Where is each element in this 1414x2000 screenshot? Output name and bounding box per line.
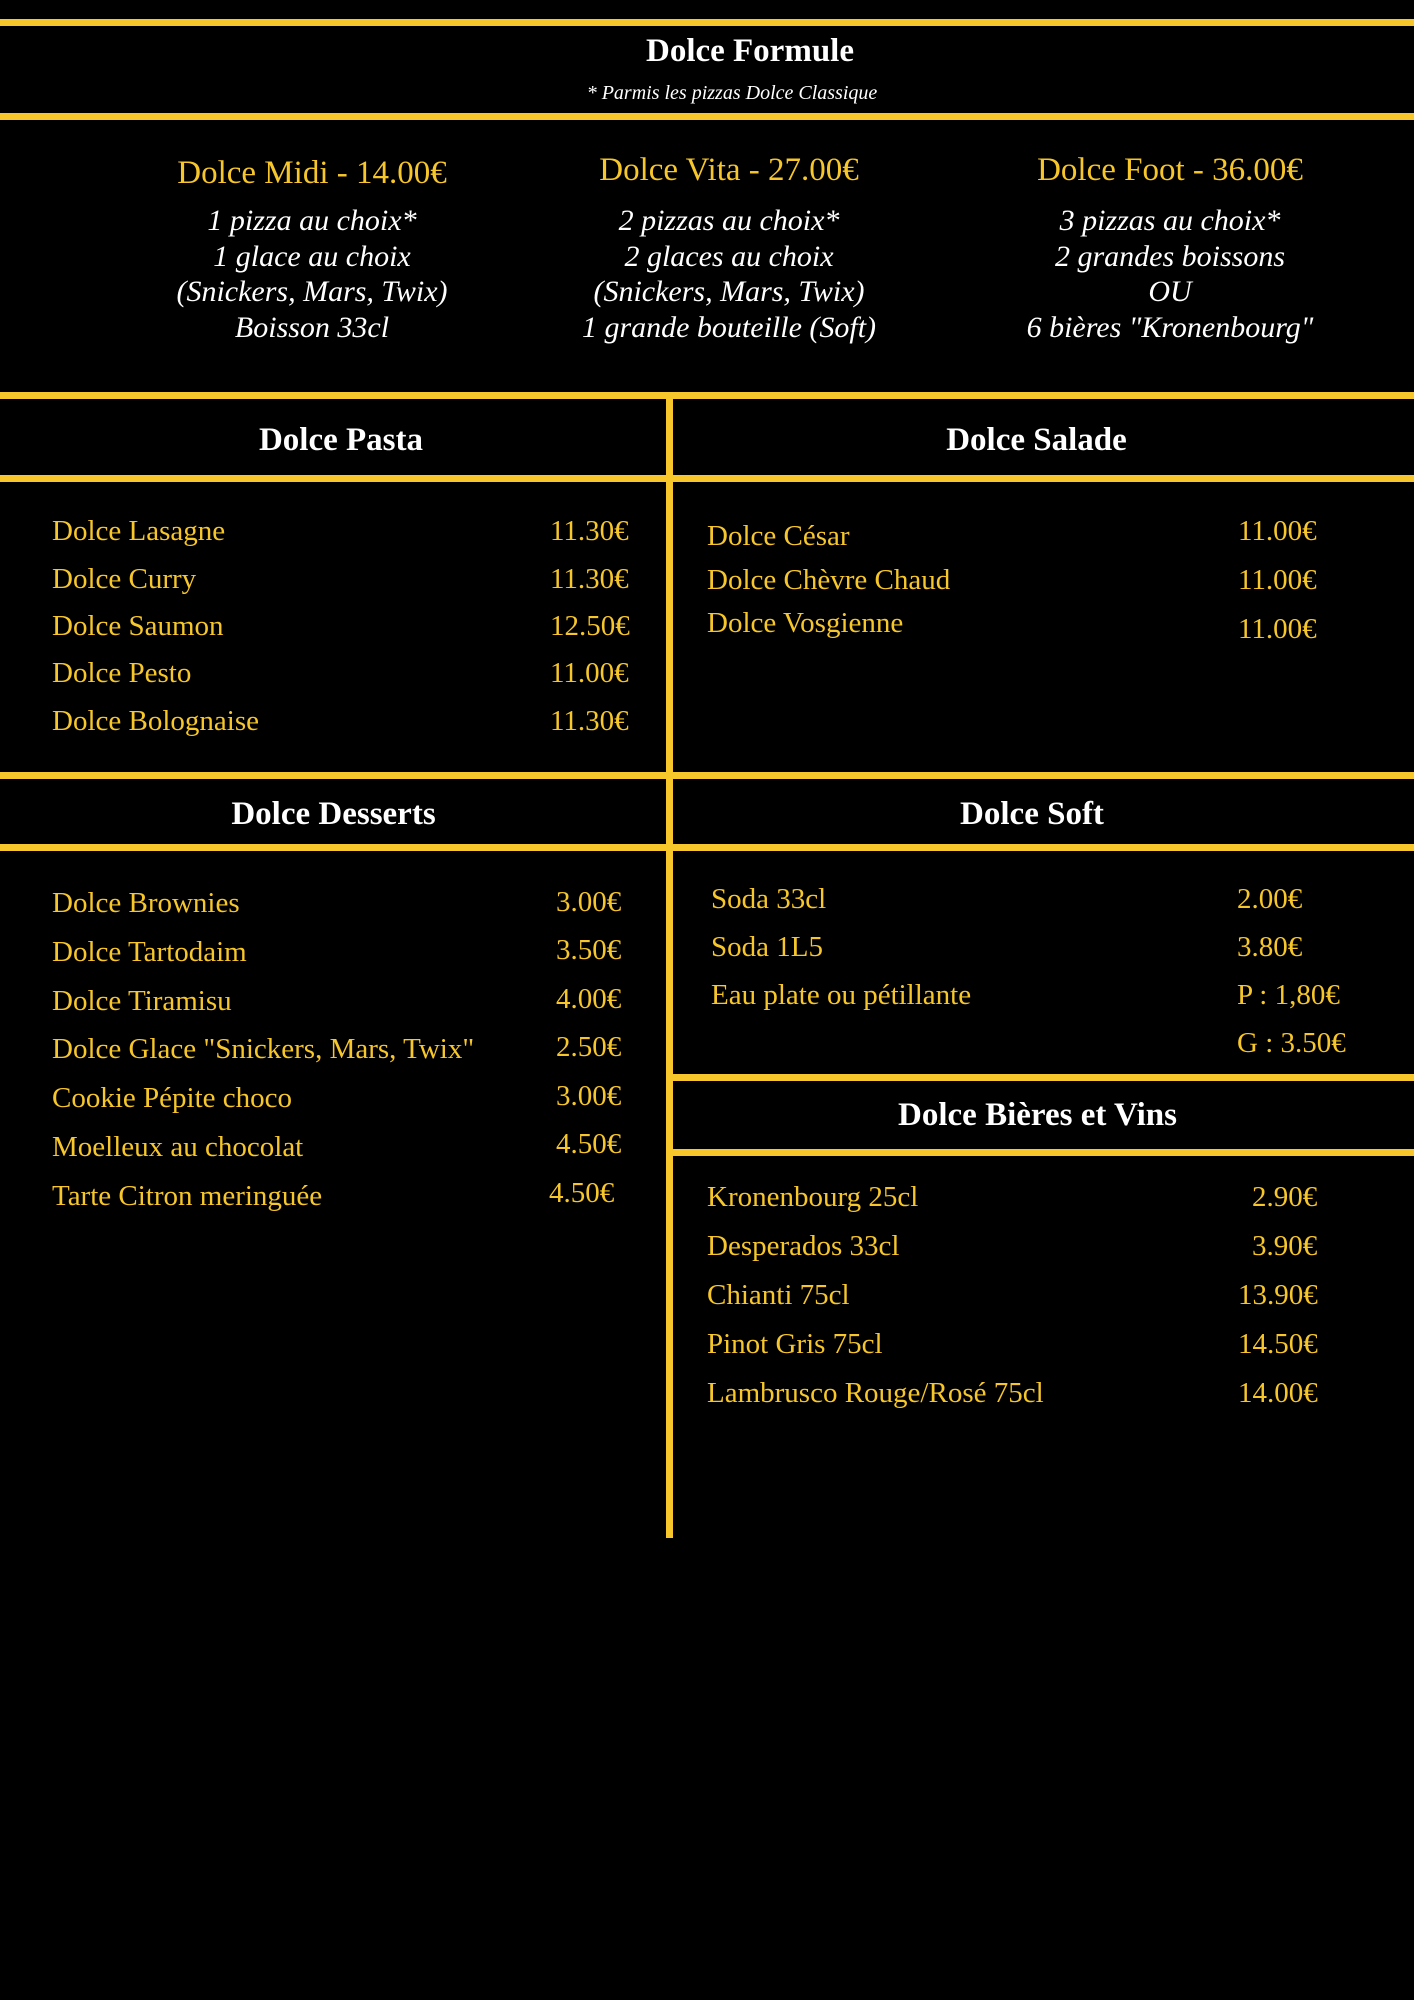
desserts-item-name: Dolce Brownies	[52, 887, 240, 919]
pasta-item-name: Dolce Curry	[52, 563, 197, 595]
soft-item-price: 2.00€	[1237, 883, 1303, 915]
pasta-title: Dolce Pasta	[258, 422, 424, 458]
formule-offer-line: 2 grandes boissons	[1054, 239, 1286, 273]
bieres-title: Dolce Bières et Vins	[898, 1097, 1177, 1133]
salade-item-price: 11.00€	[1238, 564, 1317, 596]
salade-title: Dolce Salade	[946, 422, 1127, 458]
soft-title: Dolce Soft	[960, 796, 1104, 832]
pasta-item-price: 11.30€	[550, 563, 629, 595]
divider-formule-offers-bottom	[0, 392, 1414, 399]
desserts-item-price: 3.50€	[556, 934, 622, 966]
desserts-item-price: 3.00€	[556, 1080, 622, 1112]
soft-item-name: Soda 1L5	[711, 931, 823, 963]
formule-offer-line: 2 glaces au choix	[624, 239, 834, 273]
desserts-item-price: 4.50€	[549, 1177, 615, 1209]
desserts-item-name: Dolce Tartodaim	[52, 936, 247, 968]
pasta-item-price: 11.00€	[550, 657, 629, 689]
divider-top	[0, 19, 1414, 26]
formule-offer-name: Dolce Midi - 14.00€	[177, 155, 447, 191]
desserts-item-name: Dolce Glace "Snickers, Mars, Twix"	[52, 1033, 475, 1065]
bieres-item-name: Lambrusco Rouge/Rosé 75cl	[707, 1377, 1044, 1409]
bieres-item-name: Pinot Gris 75cl	[707, 1328, 883, 1360]
formule-offer-line: Boisson 33cl	[234, 310, 390, 344]
formule-offer-line: (Snickers, Mars, Twix)	[593, 275, 865, 308]
formule-offer-line: 2 pizzas au choix*	[618, 204, 840, 237]
formule-offer-line: 6 bières "Kronenbourg"	[1026, 310, 1314, 344]
formule-offer-foot	[970, 152, 1370, 345]
divider-bieres-top	[673, 1074, 1414, 1081]
soft-item-price: 3.80€	[1237, 931, 1303, 963]
divider-bieres-header	[673, 1149, 1414, 1156]
soft-item-name: Eau plate ou pétillante	[711, 979, 972, 1011]
formule-title: Dolce Formule	[645, 33, 854, 69]
bieres-item-name: Kronenbourg 25cl	[707, 1181, 919, 1213]
salade-item-name: Dolce Chèvre Chaud	[707, 564, 951, 596]
salade-item-name: Dolce César	[707, 520, 850, 552]
divider-vertical	[666, 396, 673, 1538]
formule-offer-line: 1 glace au choix	[213, 239, 411, 273]
bieres-item-price: 14.00€	[1238, 1377, 1318, 1409]
formule-offer-line: 3 pizzas au choix*	[1059, 204, 1281, 237]
desserts-item-name: Tarte Citron meringuée	[52, 1180, 323, 1212]
bieres-item-price: 14.50€	[1238, 1328, 1318, 1360]
soft-item-name: Soda 33cl	[711, 883, 827, 915]
bieres-item-name: Chianti 75cl	[707, 1279, 850, 1311]
pasta-item-name: Dolce Pesto	[52, 657, 192, 689]
desserts-item-price: 4.50€	[556, 1128, 622, 1160]
pasta-item-name: Dolce Bolognaise	[52, 705, 259, 737]
pasta-item-price: 12.50€	[550, 610, 630, 642]
desserts-item-name: Cookie Pépite choco	[52, 1082, 293, 1114]
formule-offer-name: Dolce Vita - 27.00€	[599, 152, 859, 188]
formule-offer-line: OU	[1148, 275, 1192, 308]
soft-item-price: P : 1,80€	[1237, 979, 1340, 1011]
divider-formule-bottom	[0, 113, 1414, 120]
divider-desserts-soft-header	[0, 844, 1414, 851]
divider-desserts-soft-top	[0, 772, 1414, 779]
formule-offer-line: 1 pizza au choix*	[207, 204, 417, 237]
pasta-item-price: 11.30€	[550, 705, 629, 737]
desserts-title: Dolce Desserts	[231, 796, 436, 832]
soft-item-price: G : 3.50€	[1237, 1027, 1346, 1059]
formule-note: * Parmis les pizzas Dolce Classique	[586, 82, 878, 104]
divider-pasta-salade-header	[0, 475, 1414, 482]
bieres-item-name: Desperados 33cl	[707, 1230, 900, 1262]
pasta-item-name: Dolce Lasagne	[52, 515, 226, 547]
formule-offer-name: Dolce Foot - 36.00€	[1037, 152, 1303, 188]
bieres-item-price: 3.90€	[1252, 1230, 1318, 1262]
desserts-item-price: 4.00€	[556, 983, 622, 1015]
pasta-item-price: 11.30€	[550, 515, 629, 547]
bieres-item-price: 13.90€	[1238, 1279, 1318, 1311]
formule-offer-vita	[529, 152, 929, 345]
desserts-item-price: 3.00€	[556, 886, 622, 918]
formule-offer-line: 1 grande bouteille (Soft)	[581, 310, 877, 344]
formule-offer-midi	[112, 155, 512, 345]
desserts-item-price: 2.50€	[556, 1031, 622, 1063]
desserts-item-name: Dolce Tiramisu	[52, 985, 232, 1017]
salade-item-price: 11.00€	[1238, 515, 1317, 547]
salade-item-name: Dolce Vosgienne	[707, 607, 904, 639]
bieres-item-price: 2.90€	[1252, 1181, 1318, 1213]
desserts-item-name: Moelleux au chocolat	[52, 1131, 304, 1163]
pasta-item-name: Dolce Saumon	[52, 610, 224, 642]
formule-offer-line: (Snickers, Mars, Twix)	[176, 275, 448, 308]
salade-item-price: 11.00€	[1238, 613, 1317, 645]
